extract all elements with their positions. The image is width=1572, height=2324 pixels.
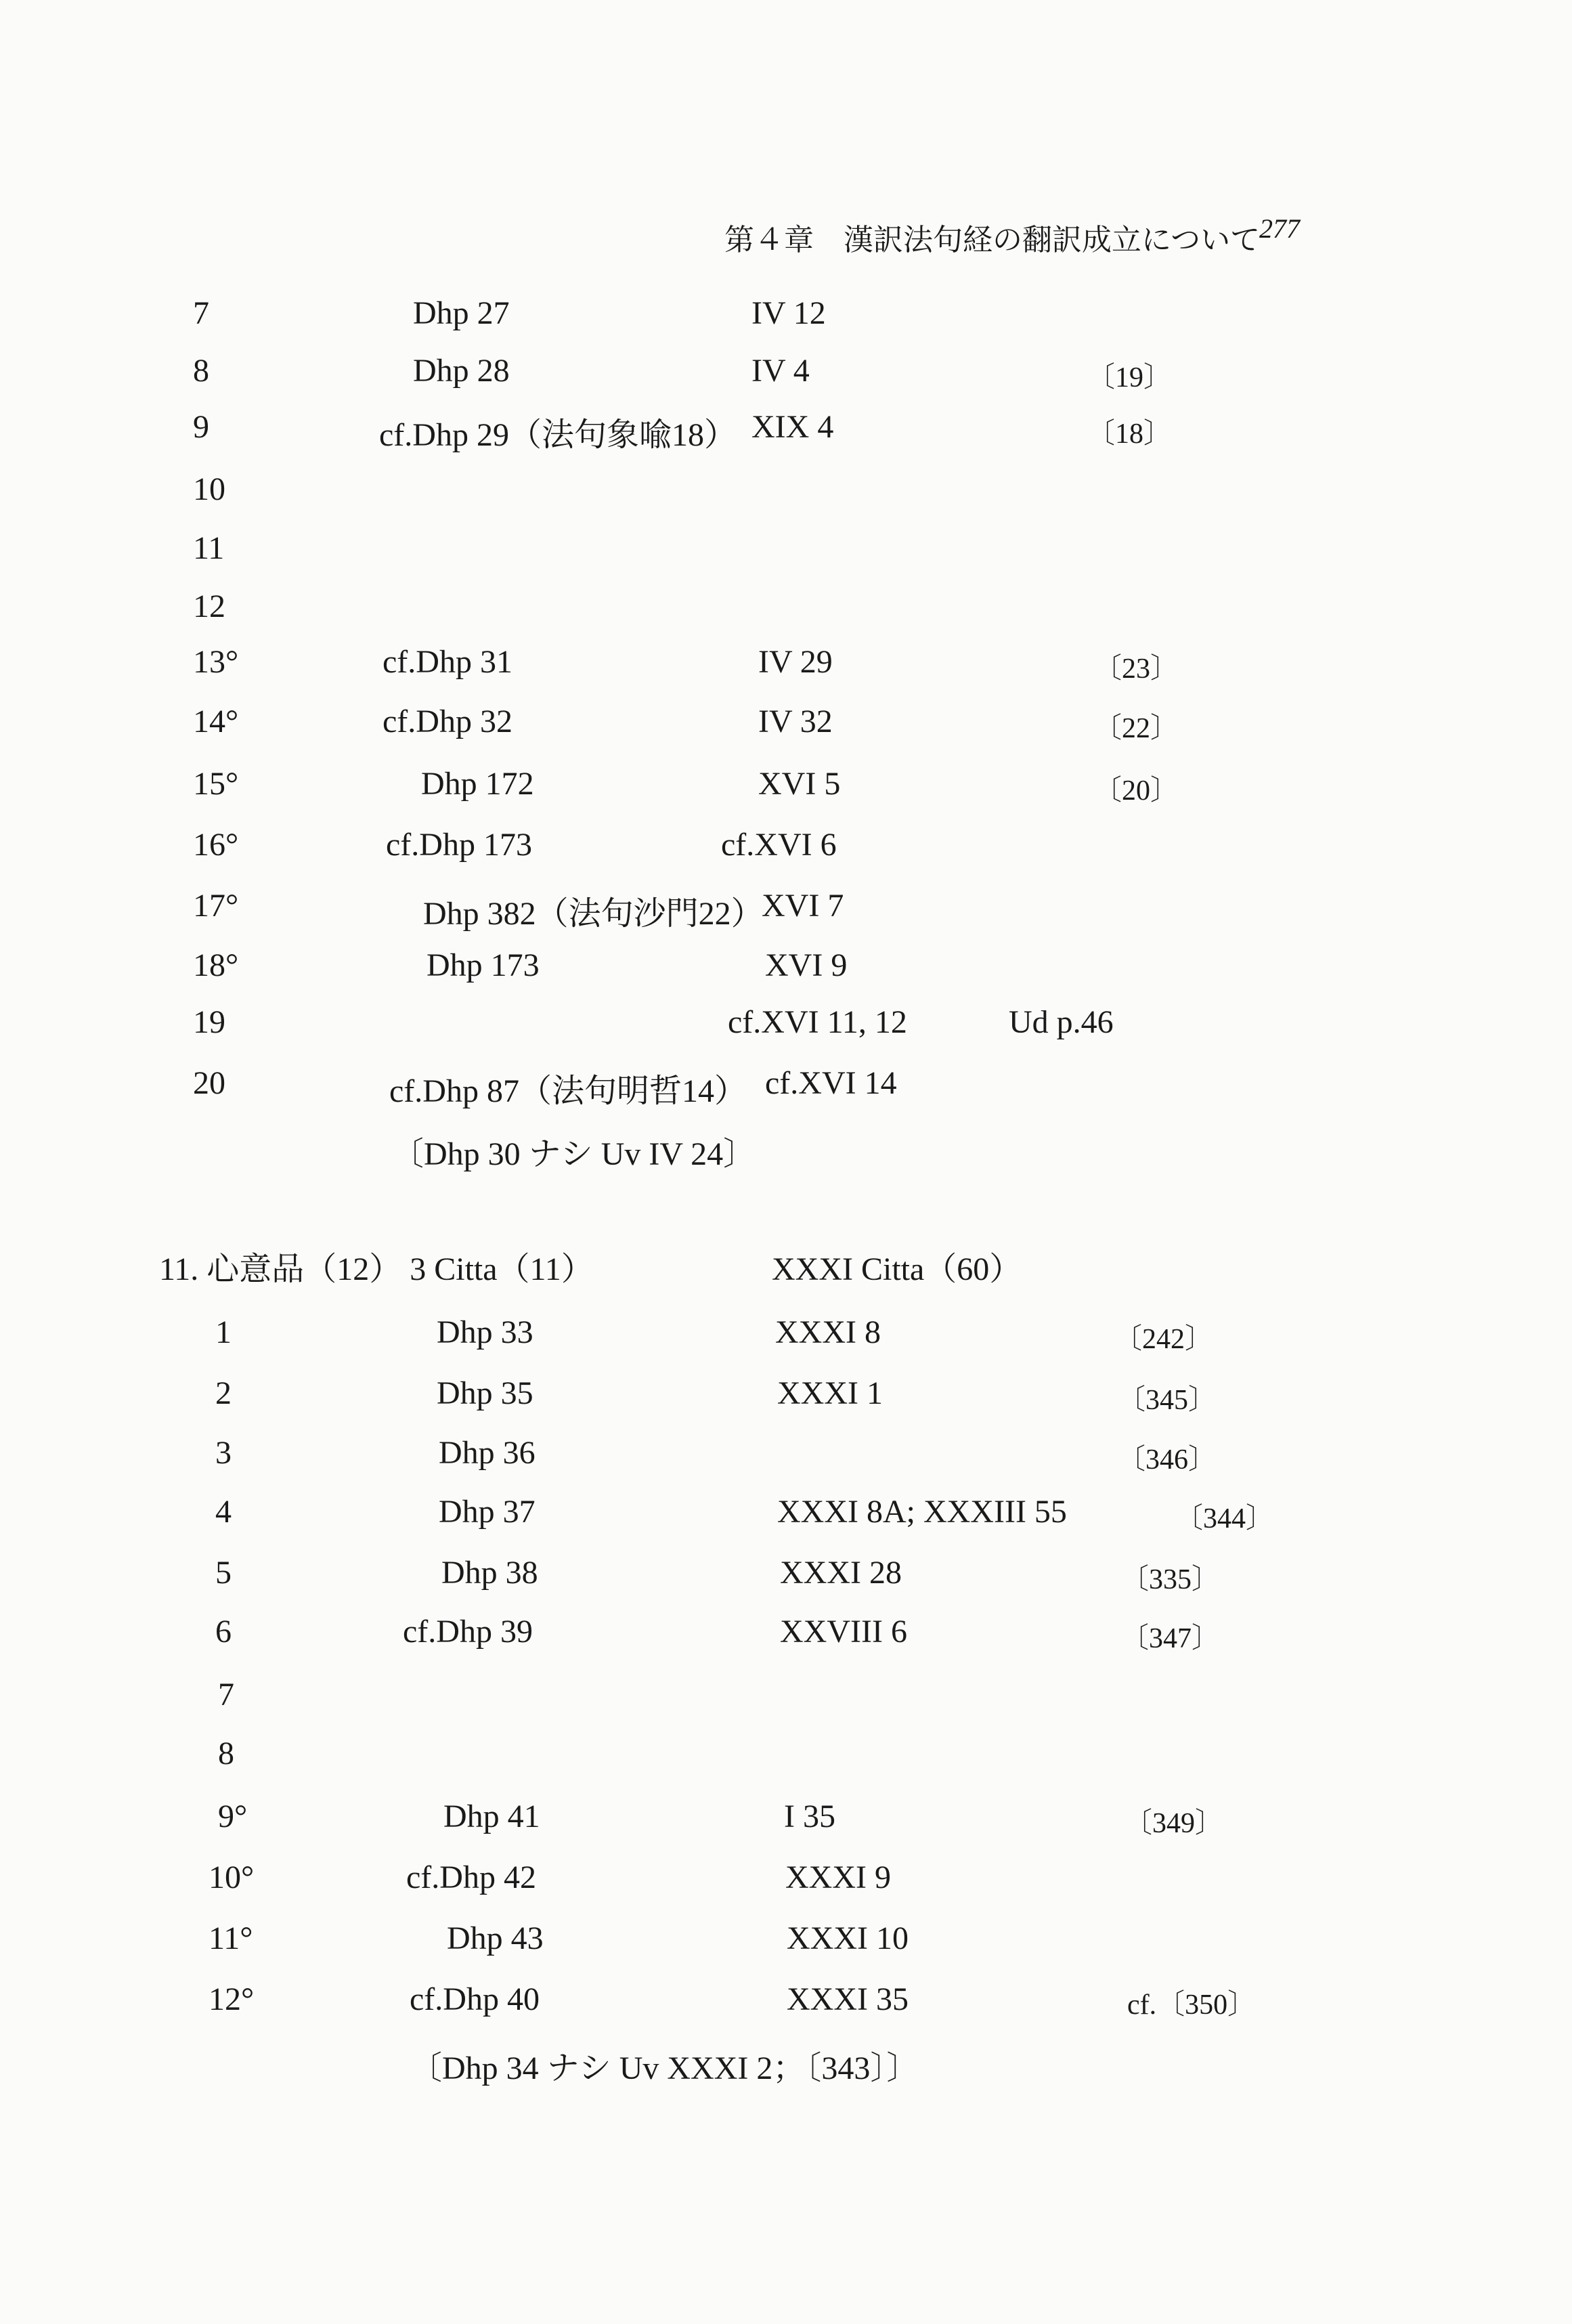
table-row — [0, 408, 1572, 462]
table-row — [0, 826, 1572, 880]
verse-number: 12° — [209, 1981, 255, 2017]
verse-number: 11 — [193, 530, 225, 566]
table-row — [0, 1676, 1572, 1730]
table-row — [0, 1859, 1572, 1913]
dhp-reference: Dhp 27 — [413, 295, 510, 331]
dhp-reference: Dhp 28 — [413, 353, 510, 389]
uv-reference: XVI 9 — [765, 947, 848, 983]
uv-reference: IV 32 — [758, 704, 833, 739]
uv-reference: XXXI 8 — [775, 1314, 881, 1350]
cross-reference: 〔347〕 — [1120, 1623, 1221, 1654]
verse-number: 19 — [193, 1004, 225, 1040]
dhp-reference: Dhp 35 — [437, 1375, 533, 1411]
verse-number: 15° — [193, 766, 239, 802]
cross-reference: 〔19〕 — [1087, 362, 1173, 393]
cross-reference: 〔242〕 — [1114, 1324, 1214, 1355]
table-row — [0, 1493, 1572, 1547]
verse-number: 9 — [193, 409, 209, 445]
uv-reference: XXXI 1 — [777, 1375, 883, 1411]
table-row — [0, 295, 1572, 349]
uv-reference: I 35 — [784, 1799, 835, 1834]
table-row — [0, 765, 1572, 819]
uv-reference: XXXI 9 — [785, 1859, 891, 1895]
table-row — [0, 1004, 1572, 1058]
table-row — [0, 1735, 1572, 1789]
uv-reference: IV 29 — [758, 644, 833, 680]
running-header — [724, 203, 1334, 257]
cross-reference: 〔349〕 — [1124, 1808, 1224, 1839]
table-row — [0, 588, 1572, 642]
table-row — [0, 1064, 1572, 1119]
dhp-reference: Dhp 43 — [447, 1920, 544, 1956]
table-row — [0, 1798, 1572, 1852]
verse-number: 10° — [209, 1859, 255, 1895]
dhp-reference: cf.Dhp 40 — [410, 1981, 540, 2017]
table-row — [0, 1613, 1572, 1667]
missing-verse-note: 〔Dhp 30 ナシ Uv IV 24〕 — [391, 1136, 756, 1172]
table-row — [0, 1314, 1572, 1368]
table-row — [0, 530, 1572, 584]
chapter-title: 第４章 漢訳法句経の翻訳成立について — [724, 223, 1261, 257]
page-number: 277 — [1259, 213, 1300, 244]
dhp-reference: Dhp 36 — [439, 1435, 536, 1471]
verse-number: 1 — [215, 1314, 232, 1350]
cross-reference: 〔346〕 — [1117, 1444, 1217, 1476]
cross-reference: 〔344〕 — [1175, 1503, 1275, 1534]
dhp-reference: cf.Dhp 42 — [406, 1859, 536, 1895]
verse-number: 18° — [193, 947, 239, 983]
cross-reference: 〔345〕 — [1117, 1385, 1217, 1416]
verse-number: 6 — [215, 1614, 232, 1650]
table-row — [0, 643, 1572, 697]
table-row — [0, 1920, 1572, 1974]
verse-number: 8 — [193, 353, 209, 389]
verse-number: 10 — [193, 471, 225, 507]
table-row — [0, 352, 1572, 406]
verse-number: 4 — [215, 1494, 232, 1530]
cross-reference: 〔23〕 — [1093, 653, 1179, 685]
dhp-reference: Dhp 41 — [443, 1799, 540, 1834]
dhp-reference: cf.Dhp 87（法句明哲14） — [389, 1073, 747, 1109]
uv-reference: IV 4 — [751, 353, 810, 389]
dhp-reference: Dhp 38 — [441, 1555, 538, 1591]
cross-reference: 〔335〕 — [1120, 1564, 1221, 1595]
dhp-reference: Dhp 33 — [437, 1314, 533, 1350]
dhp-reference: cf.Dhp 31 — [383, 644, 512, 680]
table-row — [0, 1981, 1572, 2035]
verse-number: 9° — [218, 1799, 248, 1834]
verse-number: 7 — [193, 295, 209, 331]
missing-verse-note: 〔Dhp 34 ナシ Uv XXXI 2；〔343〕〕 — [410, 2050, 919, 2086]
dhp-reference: cf.Dhp 173 — [386, 827, 532, 863]
uv-reference: IV 12 — [751, 295, 826, 331]
dhp-reference: Dhp 172 — [421, 766, 534, 802]
uv-reference: XIX 4 — [751, 409, 834, 445]
cross-reference: cf.〔350〕 — [1127, 1989, 1257, 2021]
uv-reference: XXXI 10 — [787, 1920, 909, 1956]
dhp-reference: cf.Dhp 29（法句象喩18） — [379, 417, 737, 453]
dhp-reference: Dhp 382（法句沙門22） — [423, 896, 764, 932]
table-row — [0, 1554, 1572, 1608]
cross-reference: 〔18〕 — [1087, 418, 1173, 450]
verse-number: 8 — [218, 1736, 234, 1771]
cross-reference: 〔20〕 — [1093, 775, 1179, 806]
verse-number: 7 — [218, 1677, 234, 1713]
verse-number: 17° — [193, 888, 239, 924]
table-row — [0, 1434, 1572, 1488]
verse-number: 14° — [193, 704, 239, 739]
uv-reference: cf.XVI 11, 12 — [728, 1004, 907, 1040]
table-row — [0, 471, 1572, 525]
cross-reference: 〔22〕 — [1093, 713, 1179, 744]
verse-number: 20 — [193, 1065, 225, 1101]
section-heading: 11. 心意品（12） 3 Citta（11） — [159, 1251, 594, 1287]
uv-reference: XXVIII 6 — [780, 1614, 907, 1650]
verse-number: 13° — [193, 644, 239, 680]
cross-reference: Ud p.46 — [1009, 1004, 1114, 1040]
table-row — [0, 947, 1572, 1001]
table-row — [0, 1375, 1572, 1429]
uv-reference: XVI 7 — [762, 888, 844, 924]
table-row — [0, 703, 1572, 757]
uv-reference: XXXI 8A; XXXIII 55 — [777, 1494, 1067, 1530]
table-row — [0, 887, 1572, 941]
uv-reference: XVI 5 — [758, 766, 841, 802]
uv-reference: cf.XVI 14 — [765, 1065, 897, 1101]
verse-number: 5 — [215, 1555, 232, 1591]
dhp-reference: Dhp 37 — [439, 1494, 536, 1530]
dhp-reference: cf.Dhp 39 — [403, 1614, 533, 1650]
verse-number: 2 — [215, 1375, 232, 1411]
uv-reference: XXXI 28 — [780, 1555, 902, 1591]
uv-reference: XXXI 35 — [787, 1981, 909, 2017]
verse-number: 3 — [215, 1435, 232, 1471]
uv-reference: cf.XVI 6 — [721, 827, 837, 863]
dhp-reference: cf.Dhp 32 — [383, 704, 512, 739]
section-heading-uv: XXXI Citta（60） — [772, 1251, 1022, 1287]
dhp-reference: Dhp 173 — [427, 947, 540, 983]
verse-number: 12 — [193, 588, 225, 624]
verse-number: 16° — [193, 827, 239, 863]
verse-number: 11° — [209, 1920, 253, 1956]
